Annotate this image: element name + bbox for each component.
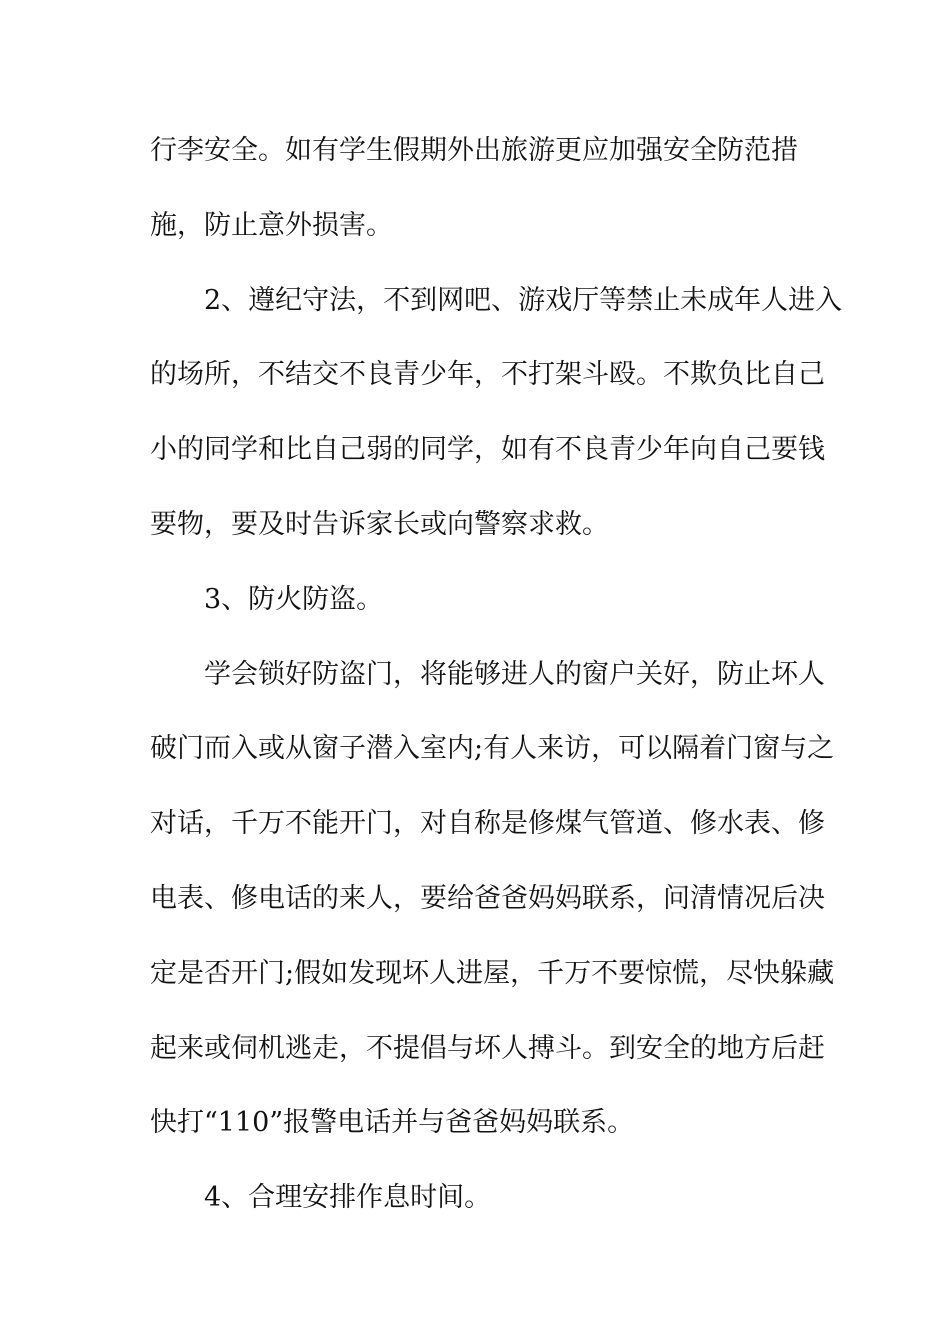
document-body [150,114,843,1236]
text-line: 起来或伺机逃走，不提倡与坏人搏斗。到安全的地方后赶 [150,1032,825,1064]
text-line: 电表、修电话的来人，要给爸爸妈妈联系，问清情况后决 [150,882,825,914]
text-line: 行李安全。如有学生假期外出旅游更应加强安全防范措 [150,135,798,166]
text-line-heading-2: 2、遵纪守法，不到网吧、游戏厅等禁止未成年人进入 [204,284,843,316]
text-line: 快打“110”报警电话并与爸爸妈妈联系。 [150,1107,635,1139]
text-line-paragraph-start: 学会锁好防盗门，将能够进人的窗户关好，防止坏人 [204,658,825,690]
text-line: 破门而入或从窗子潜入室内;有人来访，可以隔着门窗与之 [150,733,835,765]
text-line: 的场所，不结交不良青少年，不打架斗殴。不欺负比自己 [150,359,825,391]
text-line: 小的同学和比自己弱的同学，如有不良青少年向自己要钱 [150,434,825,466]
text-line: 对话，千万不能开门，对自称是修煤气管道、修水表、修 [150,808,825,840]
text-line: 定是否开门;假如发现坏人进屋，千万不要惊慌，尽快躲藏 [150,957,835,989]
text-line-heading-3: 3、防火防盗。 [204,583,384,615]
text-line-heading-4: 4、合理安排作息时间。 [204,1182,492,1214]
text-line: 要物，要及时告诉家长或向警察求救。 [150,508,609,540]
text-line: 施，防止意外损害。 [150,209,393,241]
